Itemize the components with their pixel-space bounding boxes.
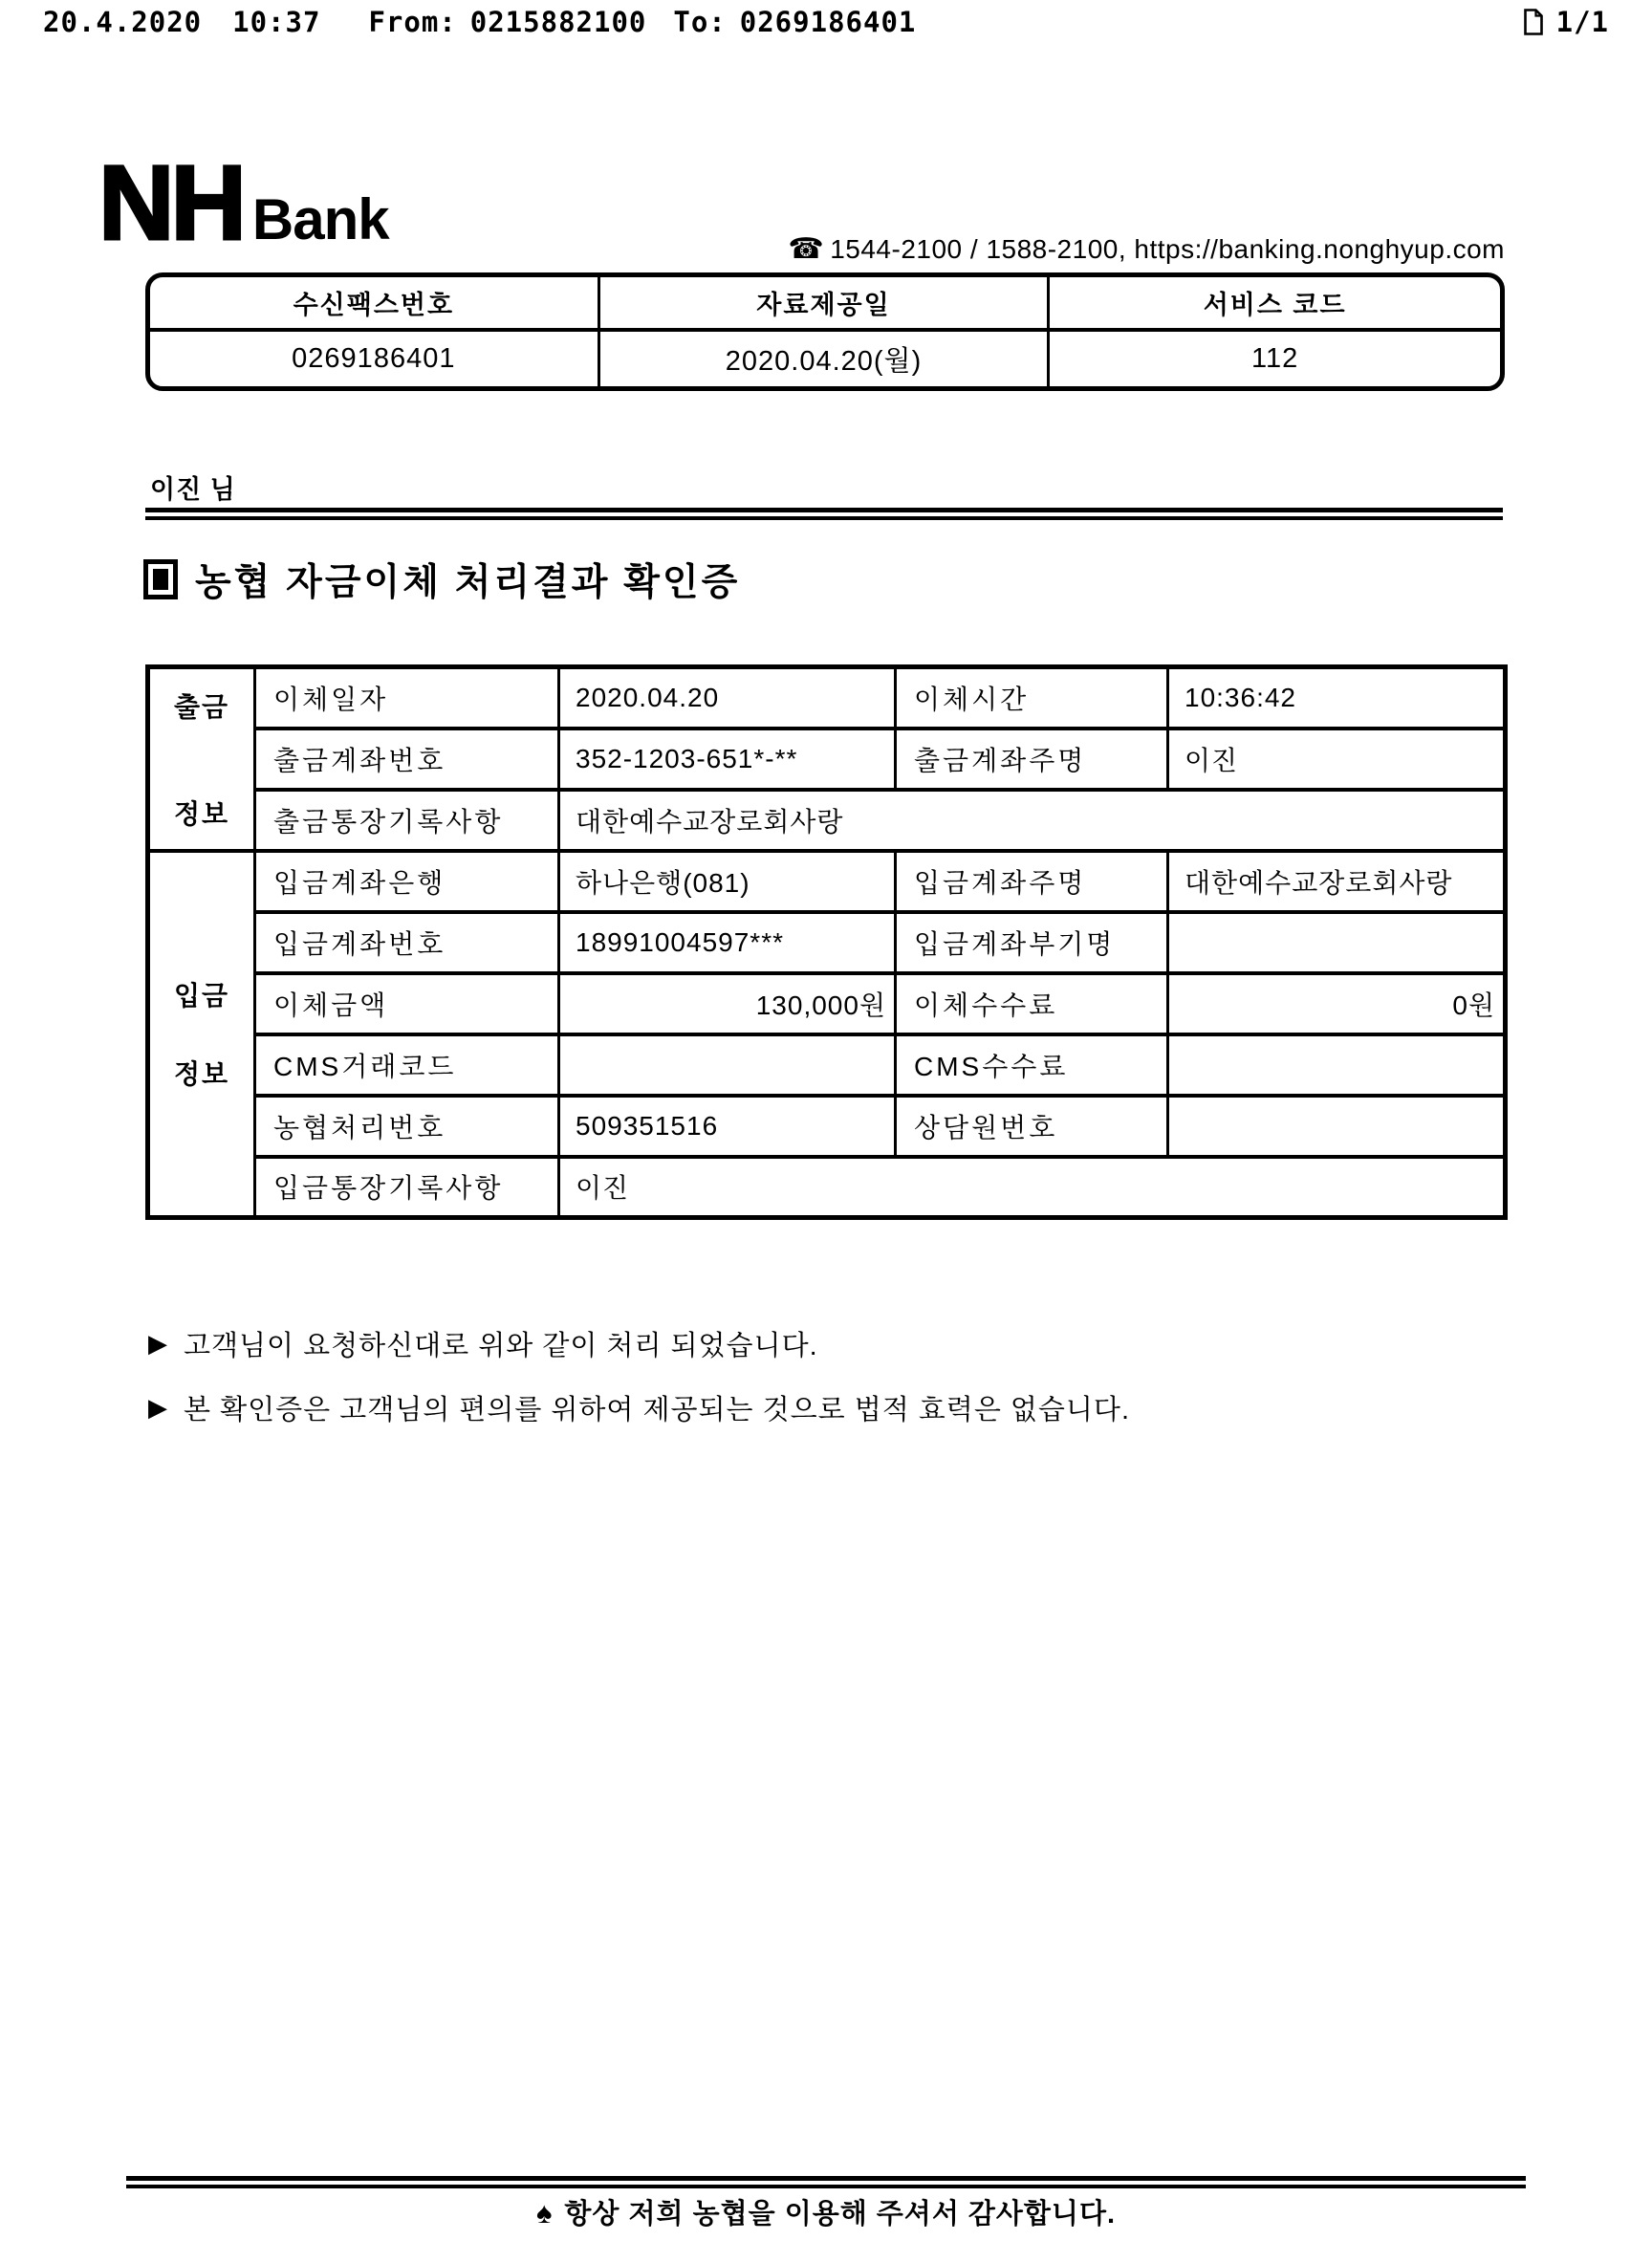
field-label: 상담원번호	[896, 1096, 1168, 1157]
nh-wordmark: NH	[98, 144, 243, 262]
field-value: 하나은행(081)	[559, 851, 896, 912]
field-value-amount: 130,000원	[559, 973, 896, 1034]
field-label: 이체금액	[255, 973, 559, 1034]
section-label-withdrawal	[148, 667, 255, 851]
page-indicator: 1/1	[1555, 6, 1609, 38]
field-value	[1168, 1096, 1506, 1157]
report-title-row	[143, 553, 740, 606]
section-word: 입금	[173, 981, 230, 1012]
info-value-fax-number: 0269186401	[150, 332, 600, 386]
note-text: 본 확인증은 고객님의 편의를 위하여 제공되는 것으로 법적 효력은 없습니다.	[184, 1395, 1131, 1425]
field-label: 출금통장기록사항	[255, 790, 559, 851]
fax-header-left	[43, 6, 916, 38]
field-label: 입금계좌부기명	[896, 912, 1168, 973]
table-row	[148, 851, 1506, 912]
field-value	[1168, 1034, 1506, 1096]
field-value	[1168, 912, 1506, 973]
footer-divider	[126, 2176, 1526, 2188]
field-label: 입금통장기록사항	[255, 1157, 559, 1218]
field-label: 이체수수료	[896, 973, 1168, 1034]
section-word: 정보	[173, 798, 230, 829]
info-header-provided-date: 자료제공일	[600, 277, 1051, 332]
field-value: 509351516	[559, 1096, 896, 1157]
title-square-icon	[143, 559, 178, 599]
table-row	[148, 912, 1506, 973]
contact-text: 1544-2100 / 1588-2100, https://banking.nonghyup.com	[830, 234, 1505, 264]
field-value: 이진	[1168, 729, 1506, 790]
table-row	[148, 729, 1506, 790]
field-label: 이체일자	[255, 667, 559, 729]
transfer-result-table	[145, 664, 1508, 1220]
fax-transmission-header	[43, 6, 1609, 38]
table-row	[148, 1096, 1506, 1157]
field-label: 입금계좌주명	[896, 851, 1168, 912]
field-label: 농협처리번호	[255, 1096, 559, 1157]
field-value: 대한예수교장로회사랑	[559, 790, 1506, 851]
fax-to-number: 0269186401	[739, 6, 917, 38]
note-text: 고객님이 요청하신대로 위와 같이 처리 되었습니다.	[184, 1331, 818, 1361]
footer-message: 항상 저희 농협을 이용해 주셔서 감사합니다.	[564, 2199, 1117, 2230]
contact-info	[145, 232, 1505, 266]
section-word: 정보	[173, 1059, 230, 1090]
section-word: 출금	[173, 691, 230, 722]
field-value: 이진	[559, 1157, 1506, 1218]
table-row	[148, 1157, 1506, 1218]
footer-message-row	[0, 2192, 1652, 2231]
notes-section	[148, 1324, 1130, 1452]
fax-header-right	[1524, 6, 1609, 38]
field-value: 18991004597***	[559, 912, 896, 973]
triangle-bullet-icon: ▶	[148, 1329, 168, 1358]
note-item	[148, 1388, 1130, 1427]
table-row	[148, 973, 1506, 1034]
table-row	[148, 790, 1506, 851]
fax-from-number: 0215882100	[469, 6, 647, 38]
field-label: 입금계좌은행	[255, 851, 559, 912]
field-label: 출금계좌번호	[255, 729, 559, 790]
field-value: 352-1203-651*-**	[559, 729, 896, 790]
note-item	[148, 1324, 1130, 1363]
info-header-service-code: 서비스 코드	[1050, 277, 1500, 332]
field-label: CMS거래코드	[255, 1034, 559, 1096]
info-value-provided-date: 2020.04.20(월)	[600, 332, 1051, 386]
field-value: 10:36:42	[1168, 667, 1506, 729]
section-label-deposit	[148, 851, 255, 1218]
field-label: 이체시간	[896, 667, 1168, 729]
spade-icon: ♠	[535, 2196, 554, 2230]
fax-time: 10:37	[232, 6, 321, 38]
info-value-service-code: 112	[1251, 343, 1299, 374]
fax-to-label: To:	[673, 6, 727, 38]
table-row	[148, 667, 1506, 729]
field-label: 입금계좌번호	[255, 912, 559, 973]
field-label: 출금계좌주명	[896, 729, 1168, 790]
page-icon	[1524, 9, 1543, 35]
field-value: 2020.04.20	[559, 667, 896, 729]
table-row	[148, 1034, 1506, 1096]
top-divider	[145, 508, 1503, 520]
field-value: 대한예수교장로회사랑	[1168, 851, 1506, 912]
field-label: CMS수수료	[896, 1034, 1168, 1096]
triangle-bullet-icon: ▶	[148, 1393, 168, 1422]
fax-info-table	[145, 272, 1505, 391]
field-value	[559, 1034, 896, 1096]
phone-icon: ☎	[788, 233, 825, 265]
fax-date: 20.4.2020	[43, 6, 203, 38]
report-title: 농협 자금이체 처리결과 확인증	[195, 562, 741, 603]
recipient-name: 이진 님	[150, 475, 236, 504]
bank-wordmark: Bank	[251, 187, 389, 251]
fax-from-label: From:	[368, 6, 457, 38]
field-value-fee: 0원	[1168, 973, 1506, 1034]
info-header-fax-number: 수신팩스번호	[150, 277, 600, 332]
